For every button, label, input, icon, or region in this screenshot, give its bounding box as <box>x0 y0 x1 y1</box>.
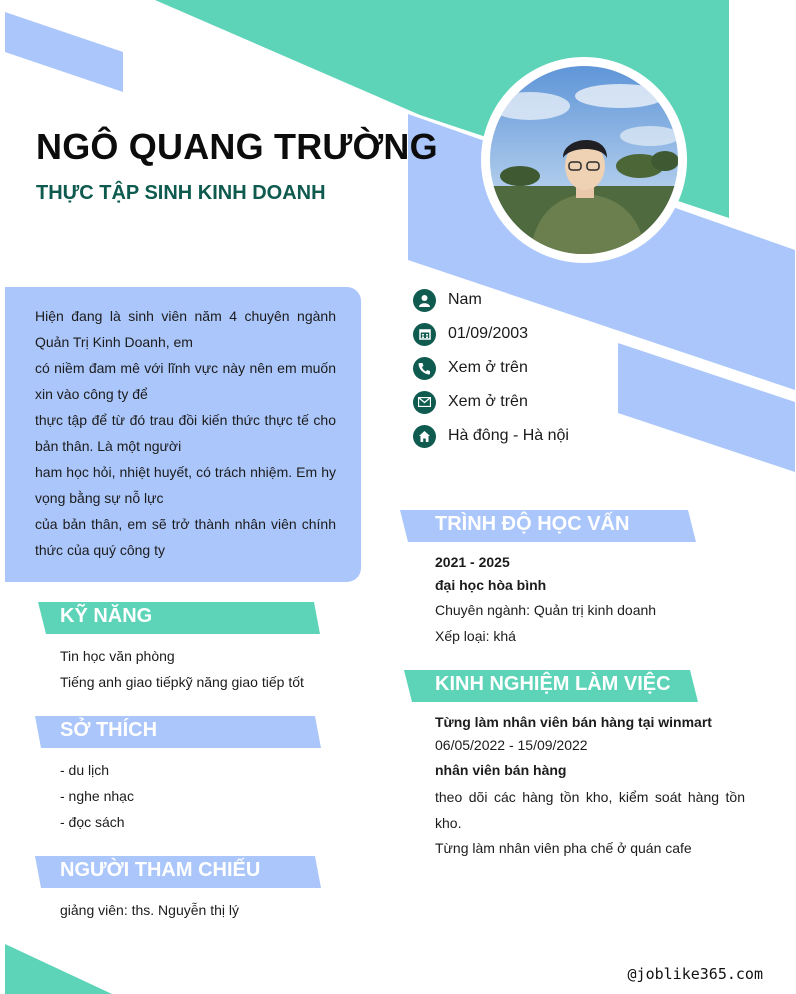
hobby-item: - nghe nhạc <box>60 788 134 804</box>
experience-dates: 06/05/2022 - 15/09/2022 <box>435 737 588 753</box>
blue-top-left-shape <box>5 12 123 92</box>
education-years: 2021 - 2025 <box>435 554 510 570</box>
about-text: Hiện đang là sinh viên năm 4 chuyên ngành Quản Trị Kinh Doanh, em có niềm đam mê với lĩnh vực này nên em muốn xin vào công ty để thực tập để từ đó trau đồi kiến thức thực tế cho bản thân. Là một người ham học hỏi, nhiệt huyết, có trách nhiệm. Em hy vọng bằng sự nỗ lực của bản thân, em sẽ trở thành nhân viên chính thức của quý công ty <box>35 308 336 558</box>
experience-heading-band <box>404 670 698 702</box>
hobbies-heading-band <box>35 716 321 748</box>
candidate-name: NGÔ QUANG TRƯỜNG <box>36 126 438 167</box>
references-heading-band <box>35 856 321 888</box>
education-heading: TRÌNH ĐỘ HỌC VẤN <box>435 513 630 535</box>
skill-item: Tiếng anh giao tiếpkỹ năng giao tiếp tốt <box>60 674 304 690</box>
experience-heading: KINH NGHIỆM LÀM VIỆC <box>435 673 671 695</box>
hobby-item: - đọc sách <box>60 814 125 830</box>
teal-bottom-corner <box>5 944 112 994</box>
address-value: Hà đông - Hà nội <box>448 427 569 444</box>
references-heading: NGƯỜI THAM CHIẾU <box>60 859 261 881</box>
gender-row <box>413 288 482 312</box>
experience-position: nhân viên bán hàng <box>435 762 567 778</box>
avatar <box>490 66 678 254</box>
mail-icon <box>413 391 436 414</box>
experience-other: Từng làm nhân viên pha chế ở quán cafe <box>435 840 692 856</box>
user-icon <box>413 289 436 312</box>
about-box <box>5 287 361 582</box>
skills-heading-band <box>38 602 322 634</box>
avatar-photo <box>490 66 678 254</box>
education-major: Chuyên ngành: Quản trị kinh doanh <box>435 602 657 618</box>
birthday-value: 01/09/2003 <box>448 325 529 342</box>
education-school: đại học hòa bình <box>435 577 547 593</box>
birthday-row <box>413 322 528 346</box>
phone-row <box>413 356 528 380</box>
email-value: Xem ở trên <box>448 393 528 410</box>
education-grade: Xếp loại: khá <box>435 628 516 644</box>
reference-text: giảng viên: ths. Nguyễn thị lý <box>60 902 239 918</box>
experience-description: theo dõi các hàng tồn kho, kiểm soát hàng tồn kho. <box>435 789 745 831</box>
skill-item: Tin học văn phòng <box>60 648 175 664</box>
hobby-item: - du lịch <box>60 762 110 778</box>
watermark: @joblike365.com <box>627 965 763 983</box>
education-heading-band <box>400 510 696 542</box>
skills-heading: KỸ NĂNG <box>60 605 153 627</box>
hobbies-heading: SỞ THÍCH <box>60 719 158 741</box>
phone-value: Xem ở trên <box>448 359 528 376</box>
experience-company: Từng làm nhân viên bán hàng tại winmart <box>435 714 712 730</box>
job-title: THỰC TẬP SINH KINH DOANH <box>36 182 326 204</box>
address-row <box>413 424 569 448</box>
calendar-icon <box>413 323 436 346</box>
email-row <box>413 390 528 414</box>
home-icon <box>413 425 436 448</box>
phone-icon <box>413 357 436 380</box>
gender-value: Nam <box>448 291 482 308</box>
